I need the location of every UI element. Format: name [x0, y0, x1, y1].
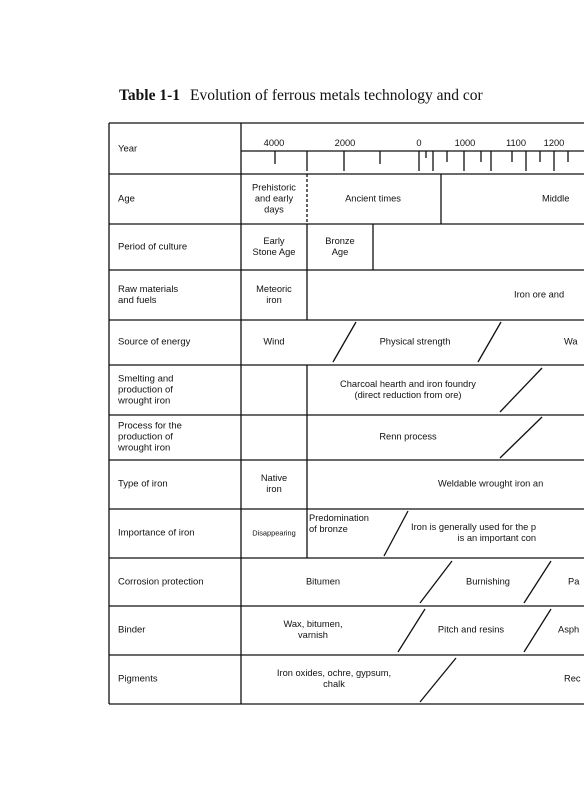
- row-label-year: Year: [118, 143, 138, 155]
- table-cell: Predomination of bronze: [309, 513, 369, 534]
- table-cell: Pa: [568, 576, 580, 587]
- table-cell: Early Stone Age: [252, 236, 296, 257]
- row-label-process: Process for the production of wrought iron: [118, 420, 182, 454]
- year-tick: 0: [416, 138, 422, 148]
- table-cell: Middle: [542, 193, 570, 204]
- table-cell: Physical strength: [379, 336, 451, 347]
- table-grid: [108, 122, 584, 705]
- table-cell: Weldable wrought iron an: [438, 478, 544, 489]
- table-cell: Rec: [564, 673, 581, 684]
- row-label-age: Age: [118, 193, 135, 205]
- year-tick: 2000: [334, 138, 356, 148]
- year-tick: 1100: [506, 138, 526, 148]
- row-label-corrosion-protection: Corrosion protection: [118, 576, 204, 588]
- table-cell: Bitumen: [305, 576, 341, 587]
- table-cell: Pitch and resins: [437, 624, 505, 635]
- table-cell: Wind: [263, 336, 285, 347]
- table-cell: Bronze Age: [325, 236, 355, 257]
- table-cell: Asph: [558, 624, 580, 635]
- row-label-period-of-culture: Period of culture: [118, 241, 188, 253]
- table-cell: Native iron: [260, 473, 288, 494]
- row-label-source-of-energy: Source of energy: [118, 336, 191, 348]
- row-label-raw-materials: Raw materials and fuels: [118, 284, 179, 306]
- year-tick: 4000: [263, 138, 285, 148]
- row-label-importance-of-iron: Importance of iron: [118, 527, 195, 539]
- year-tick: 1200: [543, 138, 565, 148]
- table-cell: Prehistoric and early days: [252, 182, 296, 215]
- table-caption: [119, 87, 483, 105]
- row-label-binder: Binder: [118, 624, 146, 636]
- table-cell: Iron ore and: [514, 289, 565, 300]
- table-title: Evolution of ferrous metals technology and cor: [190, 87, 483, 104]
- table-cell: Wax, bitumen, varnish: [283, 619, 343, 640]
- table-cell: Renn process: [379, 431, 437, 442]
- row-label-smelting: Smelting and production of wrought iron: [118, 373, 174, 407]
- row-label-pigments: Pigments: [118, 673, 158, 685]
- table-cell: Wa: [564, 336, 578, 347]
- table-cell: Ancient times: [345, 193, 401, 204]
- table-number: Table 1-1: [119, 87, 181, 104]
- table-cell: Burnishing: [466, 576, 510, 587]
- evolution-table: [108, 122, 584, 705]
- year-tick: 1000: [454, 138, 476, 148]
- table-cell: Charcoal hearth and iron foundry (direct reduction from ore): [340, 379, 476, 400]
- row-label-type-of-iron: Type of iron: [118, 478, 168, 490]
- table-cell: Iron oxides, ochre, gypsum, chalk: [276, 668, 392, 689]
- table-cell: Disappearing: [252, 528, 296, 538]
- table-cell: Iron is generally used for the p is an important con: [411, 522, 537, 543]
- table-cell: Meteoric iron: [256, 284, 292, 305]
